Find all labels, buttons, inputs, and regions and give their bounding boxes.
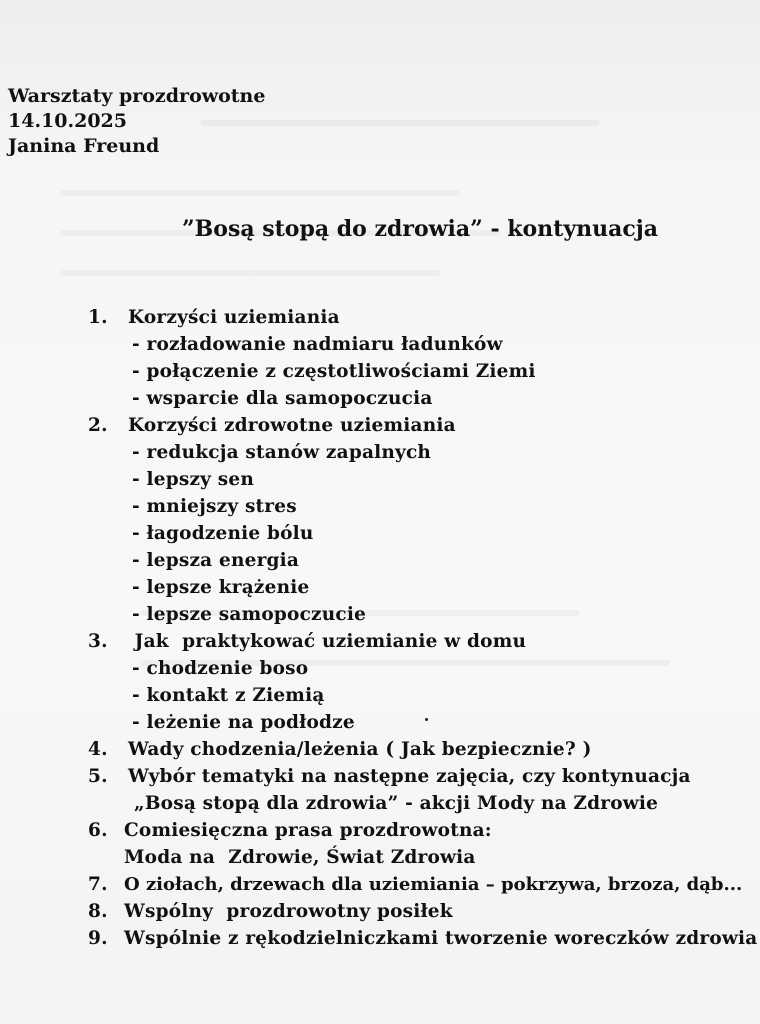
item-number: 2. — [88, 415, 108, 436]
sub-item: - chodzenie boso — [132, 658, 309, 679]
ink-speck — [425, 718, 428, 721]
item-number: 1. — [88, 307, 108, 328]
item-text: Korzyści zdrowotne uziemiania — [128, 415, 456, 436]
workshop-name: Warsztaty prozdrowotne — [8, 85, 266, 107]
document-header — [8, 84, 265, 159]
sub-item: - lepsze krążenie — [132, 577, 310, 598]
item-text: Wspólny prozdrowotny posiłek — [124, 901, 453, 922]
item-text: Wspólnie z rękodzielniczkami tworzenie woreczków zdrowia — [124, 928, 758, 949]
item-text: Wady chodzenia/leżenia ( Jak bezpiecznie? ) — [128, 739, 592, 760]
show-through — [60, 190, 460, 196]
sub-item: - kontakt z Ziemią — [132, 685, 325, 706]
document-title: ”Bosą stopą do zdrowia” - kontynuacja — [182, 216, 658, 242]
sub-item: - leżenie na podłodze — [132, 712, 355, 733]
item-number: 3. — [88, 631, 108, 652]
sub-item: - lepszy sen — [132, 469, 254, 490]
sub-item: - połączenie z częstotliwościami Ziemi — [132, 361, 536, 382]
sub-item: - łagodzenie bólu — [132, 523, 314, 544]
item-text: Jak praktykować uziemianie w domu — [128, 631, 527, 652]
document-date: 14.10.2025 — [8, 110, 127, 132]
show-through — [60, 270, 440, 276]
sub-item: - lepsze samopoczucie — [132, 604, 367, 625]
item-number: 6. — [88, 820, 108, 841]
author-name: Janina Freund — [8, 135, 160, 157]
item-number: 5. — [88, 766, 108, 787]
item-text: Korzyści uziemiania — [128, 307, 340, 328]
sub-item: - lepsza energia — [132, 550, 300, 571]
item-text: Comiesięczna prasa prozdrowotna: — [124, 820, 492, 841]
item-text: Wybór tematyki na następne zajęcia, czy kontynuacja — [128, 766, 691, 787]
sub-item: - redukcja stanów zapalnych — [132, 442, 432, 463]
item-number: 7. — [88, 874, 108, 895]
sub-item: - rozładowanie nadmiaru ładunków — [132, 334, 503, 355]
item-number: 8. — [88, 901, 108, 922]
item-number: 9. — [88, 928, 108, 949]
sub-item: - mniejszy stres — [132, 496, 297, 517]
item-continuation: Moda na Zdrowie, Świat Zdrowia — [124, 847, 476, 868]
item-text: O ziołach, drzewach dla uziemiania – pokrzywa, brzoza, dąb... — [124, 874, 743, 895]
item-number: 4. — [88, 739, 108, 760]
sub-item: - wsparcie dla samopoczucia — [132, 388, 433, 409]
item-continuation: „Bosą stopą dla zdrowia” - akcji Mody na Zdrowie — [134, 793, 659, 814]
